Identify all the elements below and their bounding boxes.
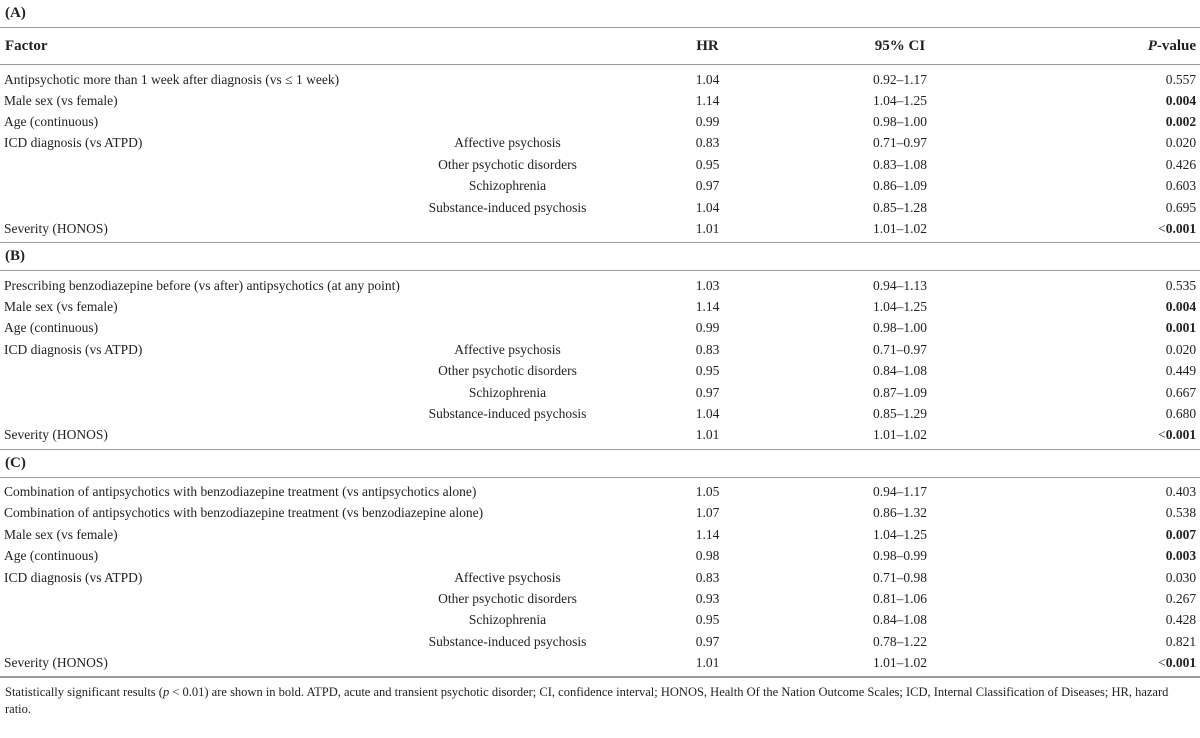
cell-subcategory: Other psychotic disorders bbox=[438, 363, 577, 379]
p-value-prefix: < bbox=[1158, 220, 1166, 236]
cell-p-value bbox=[1005, 176, 1200, 197]
cell-ci: 1.01–1.02 bbox=[795, 218, 1005, 243]
cell-ci: 1.01–1.02 bbox=[795, 652, 1005, 677]
cell-hr: 0.99 bbox=[695, 114, 720, 130]
cell-subcategory: Substance-induced psychosis bbox=[428, 199, 587, 215]
p-value: 0.001 bbox=[1165, 654, 1197, 670]
cell-p-value bbox=[1005, 477, 1200, 503]
section-label: (A) bbox=[0, 0, 1200, 28]
header-ci: 95% CI bbox=[795, 28, 1005, 65]
cell-factor: Severity (HONOS) bbox=[0, 218, 395, 243]
cell-ci: 0.71–0.97 bbox=[873, 135, 927, 151]
cell-subcategory bbox=[395, 111, 620, 132]
cell-subcategory bbox=[395, 218, 620, 243]
cell-subcategory bbox=[395, 271, 620, 297]
table-footnote bbox=[0, 677, 1200, 718]
cell-ci: 0.98–0.99 bbox=[873, 548, 927, 564]
p-value: 0.030 bbox=[1165, 569, 1197, 585]
p-value: 0.449 bbox=[1165, 363, 1197, 379]
table-row bbox=[0, 545, 1200, 566]
cell-subcategory bbox=[395, 524, 620, 545]
cell-factor bbox=[0, 588, 395, 609]
header-p-italic: P bbox=[1147, 37, 1157, 54]
cell-hr: 0.97 bbox=[695, 384, 720, 400]
cell-hr: 1.14 bbox=[695, 299, 720, 315]
cell-factor: ICD diagnosis (vs ATPD) bbox=[4, 569, 143, 585]
table-row bbox=[0, 197, 1200, 218]
section-label: (B) bbox=[0, 243, 1200, 271]
section-label-row bbox=[0, 0, 1200, 28]
cell-p-value bbox=[1005, 133, 1200, 154]
section-a bbox=[0, 0, 1200, 65]
cell-hr: 1.04 bbox=[695, 405, 720, 421]
cell-factor: Male sex (vs female) bbox=[4, 299, 118, 315]
cell-subcategory: Other psychotic disorders bbox=[438, 590, 577, 606]
cell-subcategory: Schizophrenia bbox=[468, 384, 547, 400]
cell-p-value bbox=[1005, 197, 1200, 218]
cell-ci: 1.04–1.25 bbox=[873, 92, 927, 108]
table-row bbox=[0, 588, 1200, 609]
cell-hr: 1.07 bbox=[695, 505, 720, 521]
p-value: 0.538 bbox=[1165, 505, 1197, 521]
p-value-prefix: < bbox=[1158, 654, 1166, 670]
cell-factor: Prescribing benzodiazepine before (vs after) antipsychotics (at any point) bbox=[4, 277, 400, 293]
cell-subcategory bbox=[395, 296, 620, 317]
cell-hr: 0.83 bbox=[695, 341, 720, 357]
p-value: 0.002 bbox=[1165, 114, 1197, 130]
cell-factor bbox=[0, 361, 395, 382]
table-row bbox=[0, 425, 1200, 450]
cell-p-value bbox=[1005, 403, 1200, 424]
header-p-rest: -value bbox=[1156, 37, 1197, 54]
section-b-rows bbox=[0, 271, 1200, 449]
cell-hr: 0.95 bbox=[695, 363, 720, 379]
cell-factor: Severity (HONOS) bbox=[0, 652, 395, 677]
cell-factor: Combination of antipsychotics with benzodiazepine treatment (vs antipsychotics alone) bbox=[4, 484, 477, 500]
cell-ci: 0.94–1.17 bbox=[873, 484, 927, 500]
cell-ci: 0.71–0.98 bbox=[873, 569, 927, 585]
table-row bbox=[0, 567, 1200, 588]
cell-factor bbox=[0, 154, 395, 175]
cell-ci: 0.84–1.08 bbox=[873, 363, 927, 379]
cell-hr: 0.99 bbox=[695, 320, 720, 336]
p-value: 0.821 bbox=[1165, 633, 1197, 649]
cell-ci: 0.83–1.08 bbox=[873, 156, 927, 172]
cell-subcategory bbox=[395, 90, 620, 111]
cell-factor bbox=[0, 631, 395, 652]
cell-p-value bbox=[1005, 111, 1200, 132]
table-row bbox=[0, 361, 1200, 382]
cell-ci: 0.92–1.17 bbox=[873, 71, 927, 87]
table-row bbox=[0, 90, 1200, 111]
section-a-rows bbox=[0, 65, 1200, 243]
table-row bbox=[0, 403, 1200, 424]
cell-p-value bbox=[1005, 524, 1200, 545]
cell-hr: 0.97 bbox=[695, 178, 720, 194]
cell-ci: 1.01–1.02 bbox=[795, 425, 1005, 450]
cell-p-value bbox=[1005, 318, 1200, 339]
section-c-rows bbox=[0, 477, 1200, 677]
cell-p-value bbox=[1005, 154, 1200, 175]
table-row bbox=[0, 382, 1200, 403]
table-row bbox=[0, 154, 1200, 175]
cell-subcategory: Schizophrenia bbox=[468, 612, 547, 628]
table-row bbox=[0, 631, 1200, 652]
cell-hr: 1.01 bbox=[620, 652, 795, 677]
cell-hr: 1.04 bbox=[695, 71, 720, 87]
cell-subcategory: Affective psychosis bbox=[454, 569, 561, 585]
p-value: 0.603 bbox=[1165, 178, 1197, 194]
cell-ci: 0.86–1.09 bbox=[873, 178, 927, 194]
column-header-row bbox=[0, 28, 1200, 65]
cell-p-value bbox=[1005, 296, 1200, 317]
cell-hr: 1.03 bbox=[695, 277, 720, 293]
table-row bbox=[0, 296, 1200, 317]
cell-hr: 1.04 bbox=[695, 199, 720, 215]
cell-ci: 1.04–1.25 bbox=[873, 299, 927, 315]
section-label-row bbox=[0, 243, 1200, 271]
cell-p-value bbox=[1005, 567, 1200, 588]
cell-subcategory bbox=[395, 425, 620, 450]
table-row bbox=[0, 271, 1200, 297]
cell-ci: 0.85–1.29 bbox=[873, 405, 927, 421]
cell-factor bbox=[0, 197, 395, 218]
cell-p-value bbox=[1005, 652, 1200, 677]
table-row bbox=[0, 133, 1200, 154]
p-value: 0.020 bbox=[1165, 341, 1197, 357]
cell-hr: 1.14 bbox=[695, 526, 720, 542]
cell-factor bbox=[0, 176, 395, 197]
cell-p-value bbox=[1005, 218, 1200, 243]
cell-ci: 0.84–1.08 bbox=[873, 612, 927, 628]
table-row bbox=[0, 524, 1200, 545]
section-c bbox=[0, 449, 1200, 477]
cell-p-value bbox=[1005, 588, 1200, 609]
cell-subcategory bbox=[395, 65, 620, 91]
cell-ci: 0.85–1.28 bbox=[873, 199, 927, 215]
header-hr: HR bbox=[620, 28, 795, 65]
p-value: 0.428 bbox=[1165, 612, 1197, 628]
p-value: 0.426 bbox=[1165, 156, 1197, 172]
section-b bbox=[0, 243, 1200, 271]
cell-factor: ICD diagnosis (vs ATPD) bbox=[4, 135, 143, 151]
footnote-part2: < 0.01) are shown in bold. ATPD, acute and transient psychotic disorder; CI, confidence interval; HONOS, Health Of the Nation Outcome Scales; ICD, Internal Classification of Diseases; HR, hazard ratio. bbox=[5, 685, 1169, 717]
cell-factor: Male sex (vs female) bbox=[4, 92, 118, 108]
cell-subcategory: Substance-induced psychosis bbox=[428, 405, 587, 421]
p-value: 0.267 bbox=[1165, 590, 1197, 606]
cell-factor: Age (continuous) bbox=[4, 320, 99, 336]
p-value: 0.004 bbox=[1165, 92, 1197, 108]
cell-p-value bbox=[1005, 65, 1200, 91]
cell-subcategory: Schizophrenia bbox=[468, 178, 547, 194]
cell-factor bbox=[0, 382, 395, 403]
p-value: 0.695 bbox=[1165, 199, 1197, 215]
cell-hr: 0.83 bbox=[695, 135, 720, 151]
p-value: 0.003 bbox=[1165, 548, 1197, 564]
p-value: 0.557 bbox=[1165, 71, 1197, 87]
cell-factor: Age (continuous) bbox=[4, 114, 99, 130]
cell-ci: 0.87–1.09 bbox=[873, 384, 927, 400]
cell-ci: 0.94–1.13 bbox=[873, 277, 927, 293]
section-label-row bbox=[0, 449, 1200, 477]
header-factor: Factor bbox=[0, 28, 620, 65]
p-value: 0.007 bbox=[1165, 526, 1197, 542]
cell-ci: 0.78–1.22 bbox=[873, 633, 927, 649]
table-row bbox=[0, 318, 1200, 339]
cell-subcategory bbox=[395, 545, 620, 566]
cell-ci: 0.86–1.32 bbox=[873, 505, 927, 521]
section-label: (C) bbox=[0, 449, 1200, 477]
cell-hr: 1.01 bbox=[620, 218, 795, 243]
cell-subcategory: Substance-induced psychosis bbox=[428, 633, 587, 649]
table-row bbox=[0, 65, 1200, 91]
cell-factor: Antipsychotic more than 1 week after diagnosis (vs ≤ 1 week) bbox=[4, 71, 340, 87]
table-row bbox=[0, 652, 1200, 677]
header-p-value bbox=[1005, 28, 1200, 65]
cell-p-value bbox=[1005, 382, 1200, 403]
footnote-part1: Statistically significant results ( bbox=[5, 685, 163, 700]
cell-factor: Age (continuous) bbox=[4, 548, 99, 564]
table-row bbox=[0, 610, 1200, 631]
cell-hr: 0.83 bbox=[695, 569, 720, 585]
cell-factor: Combination of antipsychotics with benzodiazepine treatment (vs benzodiazepine alone) bbox=[4, 505, 484, 521]
cell-factor bbox=[0, 403, 395, 424]
cell-p-value bbox=[1005, 425, 1200, 450]
p-value: 0.001 bbox=[1165, 320, 1197, 336]
cell-ci: 1.04–1.25 bbox=[873, 526, 927, 542]
p-value: 0.535 bbox=[1165, 277, 1197, 293]
cell-p-value bbox=[1005, 545, 1200, 566]
p-value: 0.667 bbox=[1165, 384, 1197, 400]
p-value: 0.680 bbox=[1165, 405, 1197, 421]
cell-factor: ICD diagnosis (vs ATPD) bbox=[4, 341, 143, 357]
cell-hr: 0.93 bbox=[695, 590, 720, 606]
cell-subcategory bbox=[395, 652, 620, 677]
cell-p-value bbox=[1005, 271, 1200, 297]
footnote-p-symbol: p bbox=[162, 685, 170, 700]
cell-subcategory: Other psychotic disorders bbox=[438, 156, 577, 172]
cell-ci: 0.71–0.97 bbox=[873, 341, 927, 357]
table-row bbox=[0, 477, 1200, 503]
cell-factor: Male sex (vs female) bbox=[4, 526, 118, 542]
cell-hr: 0.95 bbox=[695, 156, 720, 172]
p-value-prefix: < bbox=[1158, 427, 1166, 443]
cell-ci: 0.81–1.06 bbox=[873, 590, 927, 606]
cell-p-value bbox=[1005, 631, 1200, 652]
p-value: 0.001 bbox=[1165, 220, 1197, 236]
cell-p-value bbox=[1005, 339, 1200, 360]
table-row bbox=[0, 218, 1200, 243]
cell-hr: 1.01 bbox=[620, 425, 795, 450]
cell-p-value bbox=[1005, 361, 1200, 382]
cell-p-value bbox=[1005, 610, 1200, 631]
table-row bbox=[0, 111, 1200, 132]
p-value: 0.403 bbox=[1165, 484, 1197, 500]
p-value: 0.020 bbox=[1165, 135, 1197, 151]
cell-subcategory: Affective psychosis bbox=[454, 135, 561, 151]
cell-p-value bbox=[1005, 503, 1200, 524]
cell-subcategory bbox=[395, 318, 620, 339]
cell-factor bbox=[0, 610, 395, 631]
table-row bbox=[0, 176, 1200, 197]
cell-ci: 0.98–1.00 bbox=[873, 320, 927, 336]
cell-p-value bbox=[1005, 90, 1200, 111]
p-value: 0.004 bbox=[1165, 299, 1197, 315]
table-row bbox=[0, 503, 1200, 524]
cell-hr: 0.97 bbox=[695, 633, 720, 649]
cell-hr: 1.14 bbox=[695, 92, 720, 108]
cell-ci: 0.98–1.00 bbox=[873, 114, 927, 130]
cell-hr: 0.98 bbox=[695, 548, 720, 564]
cell-hr: 1.05 bbox=[695, 484, 720, 500]
table-row bbox=[0, 339, 1200, 360]
cell-hr: 0.95 bbox=[695, 612, 720, 628]
p-value: 0.001 bbox=[1165, 427, 1197, 443]
cell-subcategory: Affective psychosis bbox=[454, 341, 561, 357]
cell-factor: Severity (HONOS) bbox=[0, 425, 395, 450]
